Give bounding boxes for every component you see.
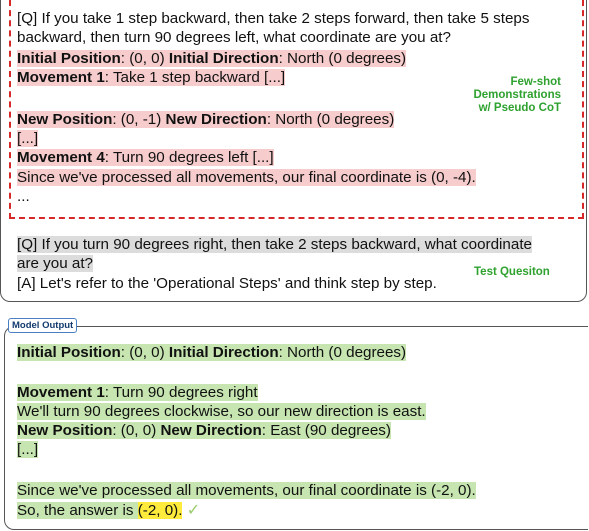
movement-4-label: Movement 4	[17, 149, 105, 166]
movement-1-label: Movement 1	[17, 69, 105, 86]
few-shot-ellipsis-1	[17, 130, 38, 148]
movement-4-value: : Turn 90 degrees left [...]	[104, 149, 274, 166]
initial-direction-label: Initial Direction	[168, 50, 279, 67]
test-answer-prompt: [A] Let's refer to the 'Operational Steps' and think step by step.	[17, 275, 437, 292]
checkmark-icon: ✓	[186, 502, 201, 519]
output-new-direction-label: New Direction	[160, 422, 262, 439]
few-shot-new-state-line	[17, 111, 394, 129]
output-explanation-text: We'll turn 90 degrees clockwise, so our new direction is east.	[17, 403, 426, 420]
output-new-position-label: New Position	[17, 422, 113, 439]
output-ellipsis-text: [...]	[17, 441, 39, 458]
new-position-label: New Position	[17, 111, 113, 128]
few-shot-initial-line	[17, 50, 406, 68]
output-ellipsis-line	[17, 441, 38, 459]
output-answer-prefix: So, the answer is	[17, 502, 138, 519]
test-question-line-2	[17, 255, 93, 273]
output-final-line	[17, 482, 476, 500]
output-movement-1-line	[17, 384, 258, 402]
initial-position-value: : (0, 0)	[120, 50, 169, 67]
few-shot-movement-4-line	[17, 149, 274, 167]
ellipsis-text: [...]	[17, 130, 39, 147]
test-question-text-2: are you at?	[17, 255, 93, 272]
output-answer-value: (-2, 0).	[137, 502, 183, 519]
few-shot-question-line-1: [Q] If you take 1 step backward, then take 2 steps forward, then take 5 steps	[17, 10, 530, 27]
initial-position-label: Initial Position	[17, 50, 121, 67]
output-new-position-value: : (0, 0)	[112, 422, 161, 439]
output-explanation-line	[17, 403, 426, 421]
label-line-3: w/ Pseudo CoT	[478, 102, 561, 114]
test-question-label: Test Quesiton	[474, 266, 550, 278]
output-initial-position-value: : (0, 0)	[120, 344, 169, 361]
output-movement-1-value: : Turn 90 degrees right	[104, 384, 258, 401]
movement-1-value: : Take 1 step backward [...]	[104, 69, 286, 86]
output-answer-line	[17, 502, 200, 520]
output-movement-1-label: Movement 1	[17, 384, 105, 401]
label-line-2: Demonstrations	[473, 89, 561, 101]
few-shot-movement-1-line	[17, 69, 285, 87]
label-line-1: Few-shot	[510, 76, 561, 88]
output-initial-direction-label: Initial Direction	[168, 344, 279, 361]
output-initial-line	[17, 344, 406, 362]
model-output-tag: Model Output	[8, 318, 77, 333]
new-direction-value: : North (0 degrees)	[266, 111, 395, 128]
few-shot-final-line	[17, 169, 476, 187]
few-shot-ellipsis-2: ...	[17, 188, 30, 205]
output-final-text: Since we've processed all movements, our final coordinate is (-2, 0).	[17, 482, 476, 499]
output-new-state-line	[17, 422, 391, 440]
test-question-line-1	[17, 236, 532, 254]
initial-direction-value: : North (0 degrees)	[278, 50, 407, 67]
few-shot-demonstrations-label	[473, 76, 561, 115]
few-shot-question-line-2: backward, then turn 90 degrees left, what coordinate are you at?	[17, 29, 451, 46]
new-position-value: : (0, -1)	[112, 111, 166, 128]
few-shot-final-text: Since we've processed all movements, our final coordinate is (0, -4).	[17, 169, 476, 186]
output-new-direction-value: : East (90 degrees)	[261, 422, 391, 439]
test-question-text-1: [Q] If you turn 90 degrees right, then take 2 steps backward, what coordinate	[17, 236, 532, 253]
new-direction-label: New Direction	[165, 111, 267, 128]
output-initial-position-label: Initial Position	[17, 344, 121, 361]
output-initial-direction-value: : North (0 degrees)	[278, 344, 407, 361]
